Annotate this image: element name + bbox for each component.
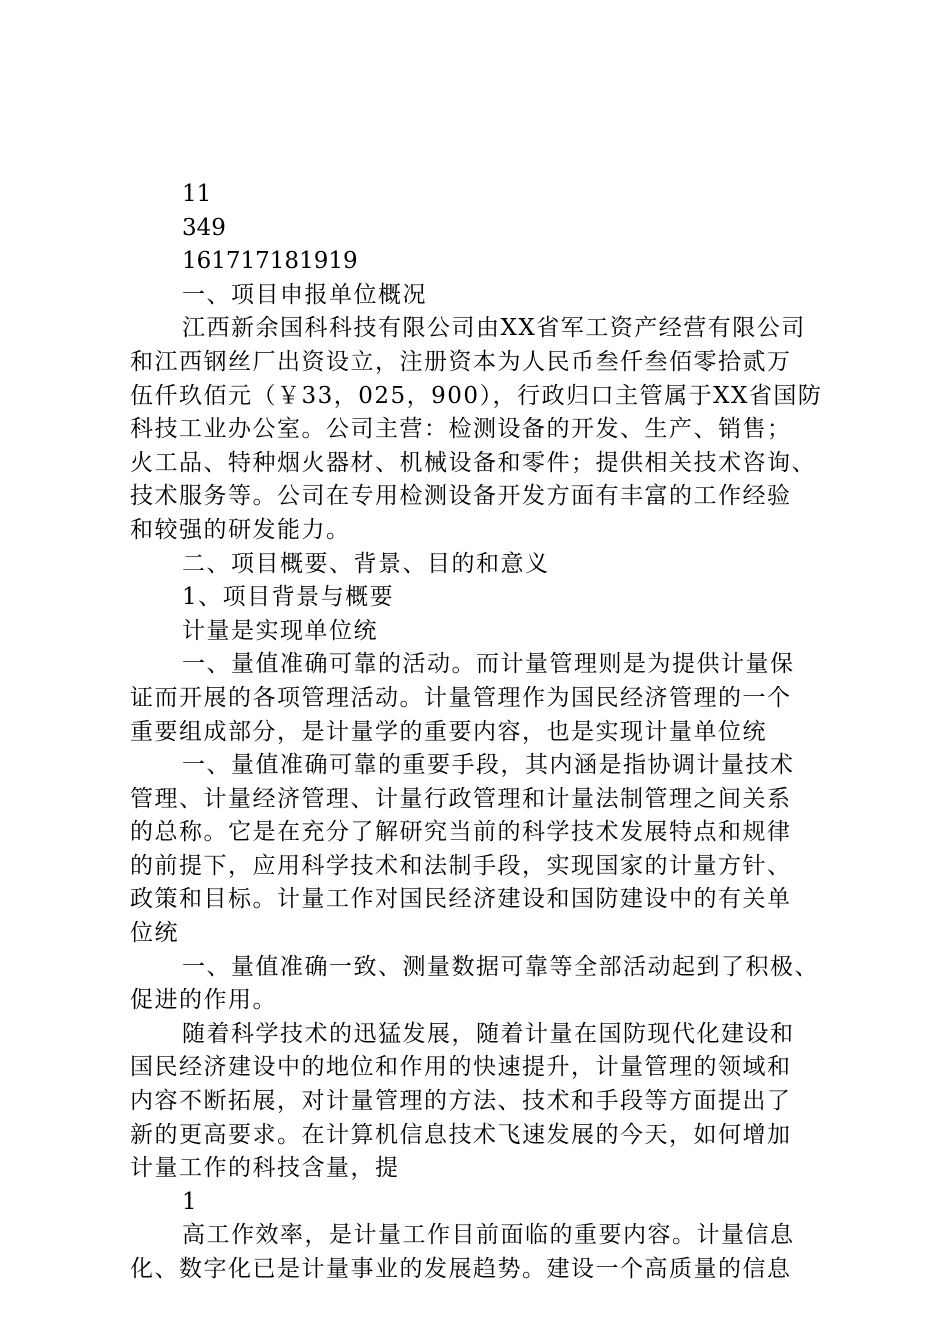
text-line: 促进的作用。 xyxy=(130,987,277,1014)
text-line: 证而开展的各项管理活动。计量管理作为国民经济管理的一个 xyxy=(130,684,792,711)
header-number: 11 xyxy=(182,181,212,207)
text-line: 随着科学技术的迅猛发展，随着计量在国防现代化建设和 xyxy=(182,1020,795,1047)
text-line: 技术服务等。公司在专用检测设备开发方面有丰富的工作经验 xyxy=(130,483,792,510)
text-line: 管理、计量经济管理、计量行政管理和计量法制管理之间关系 xyxy=(130,785,792,812)
text-line: 一、项目申报单位概况 xyxy=(182,281,427,308)
text-line: 一、量值准确一致、测量数据可靠等全部活动起到了积极、 xyxy=(182,953,819,980)
text-line: 1、项目背景与概要 xyxy=(182,584,395,611)
text-line: 科技工业办公室。公司主营：检测设备的开发、生产、销售； xyxy=(130,416,792,443)
text-line: 国民经济建设中的地位和作用的快速提升，计量管理的领域和 xyxy=(130,1054,792,1081)
header-number: 349 xyxy=(182,214,226,241)
text-line: 的总称。它是在充分了解研究当前的科学技术发展特点和规律 xyxy=(130,819,792,846)
text-line: 的前提下，应用科学技术和法制手段，实现国家的计量方针、 xyxy=(130,852,792,879)
text-line: 二、项目概要、背景、目的和意义 xyxy=(182,550,550,577)
text-line: 计量工作的科技含量，提 xyxy=(130,1155,400,1182)
text-line: 计量是实现单位统 xyxy=(182,617,378,644)
header-number: 161717181919 xyxy=(182,248,358,275)
text-line: 位统 xyxy=(130,920,179,947)
text-line: 新的更高要求。在计算机信息技术飞速发展的今天，如何增加 xyxy=(130,1121,792,1148)
text-line: 1 xyxy=(182,1188,199,1215)
text-line: 重要组成部分，是计量学的重要内容，也是实现计量单位统 xyxy=(130,718,767,745)
text-line: 化、数字化已是计量事业的发展趋势。建设一个高质量的信息 xyxy=(130,1256,792,1282)
text-line: 政策和目标。计量工作对国民经济建设和国防建设中的有关单 xyxy=(130,886,792,913)
text-line: 和较强的研发能力。 xyxy=(130,516,351,543)
text-line: 一、量值准确可靠的重要手段，其内涵是指协调计量技术 xyxy=(182,752,795,779)
document-page xyxy=(130,178,850,1287)
text-line: 高工作效率，是计量工作目前面临的重要内容。计量信息 xyxy=(182,1222,795,1249)
text-line: 伍仟玖佰元（￥33，025，900），行政归口主管属于XX省国防 xyxy=(130,382,823,409)
text-line: 内容不断拓展，对计量管理的方法、技术和手段等方面提出了 xyxy=(130,1088,792,1115)
text-line: 火工品、特种烟火器材、机械设备和零件；提供相关技术咨询、 xyxy=(130,449,816,476)
text-line: 和江西钢丝厂出资设立，注册资本为人民币叁仟叁佰零拾贰万 xyxy=(130,348,792,375)
text-line: 一、量值准确可靠的活动。而计量管理则是为提供计量保 xyxy=(182,651,795,678)
text-line: 江西新余国科科技有限公司由XX省军工资产经营有限公司 xyxy=(182,315,806,342)
document-body xyxy=(130,279,850,1287)
